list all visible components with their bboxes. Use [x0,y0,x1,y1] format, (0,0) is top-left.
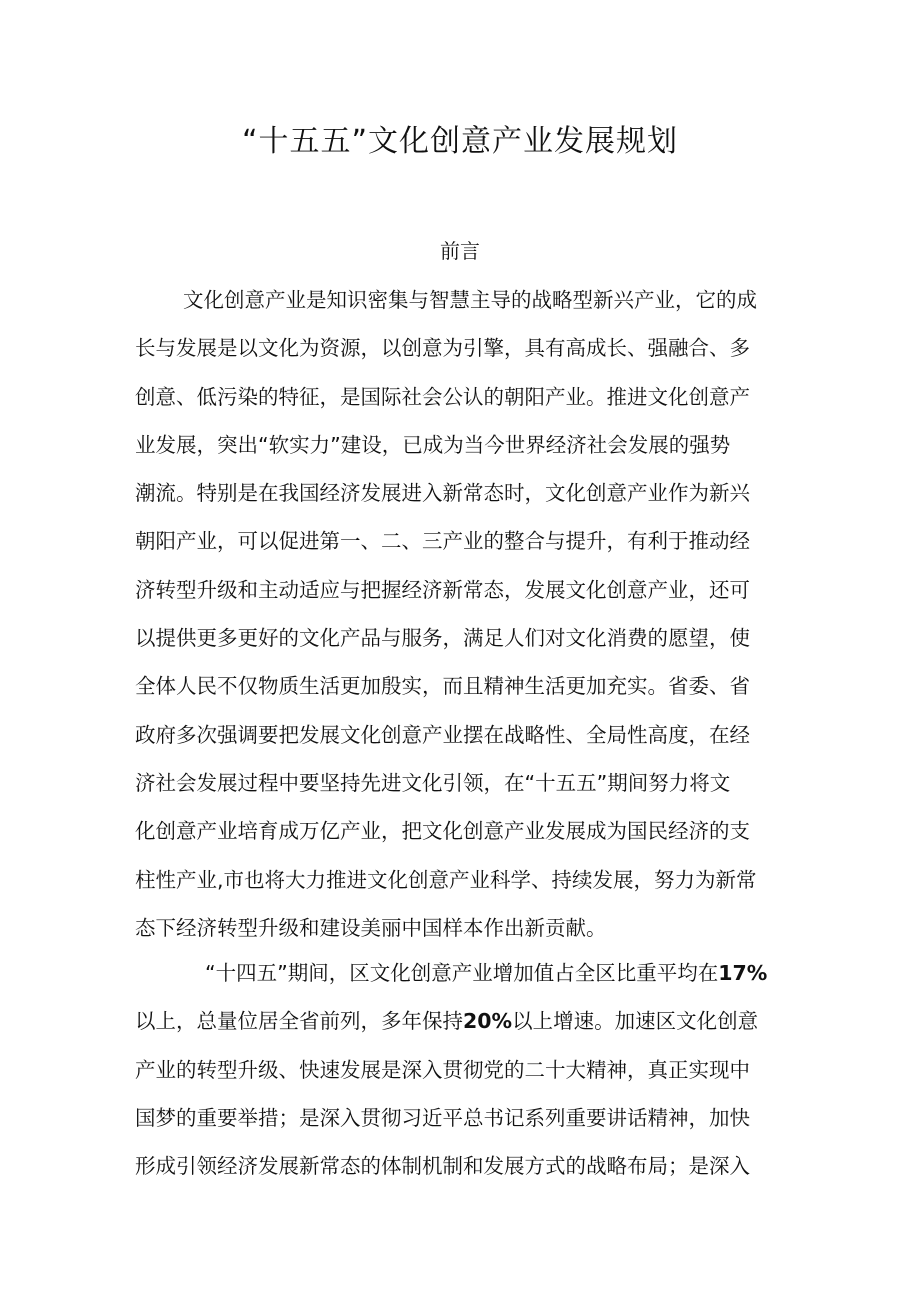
paragraph-14th-plan [135,949,790,1190]
paragraph-line: 形成引领经济发展新常态的体制机制和发展方式的战略布局；是深入 [135,1154,750,1179]
paragraph-line: 长与发展是以文化为资源，以创意为引擎，具有高成长、强融合、多 [135,336,750,361]
paragraph-line: 创意、低污染的特征，是国际社会公认的朝阳产业。推进文化创意产 [135,384,750,409]
growth-value: 20% [463,1009,513,1034]
paragraph-line [135,997,790,1045]
paragraph-intro [135,276,790,952]
paragraph-line: 政府多次强调要把发展文化创意产业摆在战略性、全局性高度，在经 [135,722,750,747]
paragraph-line: 朝阳产业，可以促进第一、二、三产业的整合与提升，有利于推动经 [135,529,750,554]
text-segment: 以上，总量位居全省前列，多年保持 [135,1009,463,1034]
paragraph-line [135,949,790,997]
paragraph-line: 业发展，突出“软实力”建设，已成为当今世界经济社会发展的强势 [135,432,731,457]
paragraph-line: 态下经济转型升级和建设美丽中国样本作出新贡献。 [135,915,607,940]
paragraph-line: 济转型升级和主动适应与把握经济新常态，发展文化创意产业，还可 [135,577,750,602]
text-segment: “十四五”期间，区文化创意产业增加值占全区比重平均在 [205,961,719,985]
paragraph-line: 以提供更多更好的文化产品与服务，满足人们对文化消费的愿望，使 [135,626,750,651]
paragraph-line: 化创意产业培育成万亿产业，把文化创意产业发展成为国民经济的支 [135,819,750,844]
paragraph-line: 产业的转型升级、快速发展是深入贯彻党的二十大精神，真正实现中 [135,1057,750,1082]
paragraph-line: 潮流。特别是在我国经济发展进入新常态时，文化创意产业作为新兴 [135,481,750,506]
paragraph-line: 文化创意产业是知识密集与智慧主导的战略型新兴产业，它的成 [183,288,757,312]
paragraph-line: 柱性产业,市也将大力推进文化创意产业科学、持续发展，努力为新常 [135,867,757,892]
share-value: 17% [718,961,768,985]
paragraph-line: 济社会发展过程中要坚持先进文化引领，在“十五五”期间努力将文 [135,770,731,795]
section-heading: 前言 [440,239,480,263]
document-title: “十五五”文化创意产业发展规划 [241,124,679,159]
paragraph-line: 国梦的重要举措；是深入贯彻习近平总书记系列重要讲话精神，加快 [135,1105,750,1130]
text-segment: 以上增速。加速区文化创意 [512,1009,759,1034]
paragraph-line: 全体人民不仅物质生活更加殷实，而且精神生活更加充实。省委、省 [135,674,750,699]
